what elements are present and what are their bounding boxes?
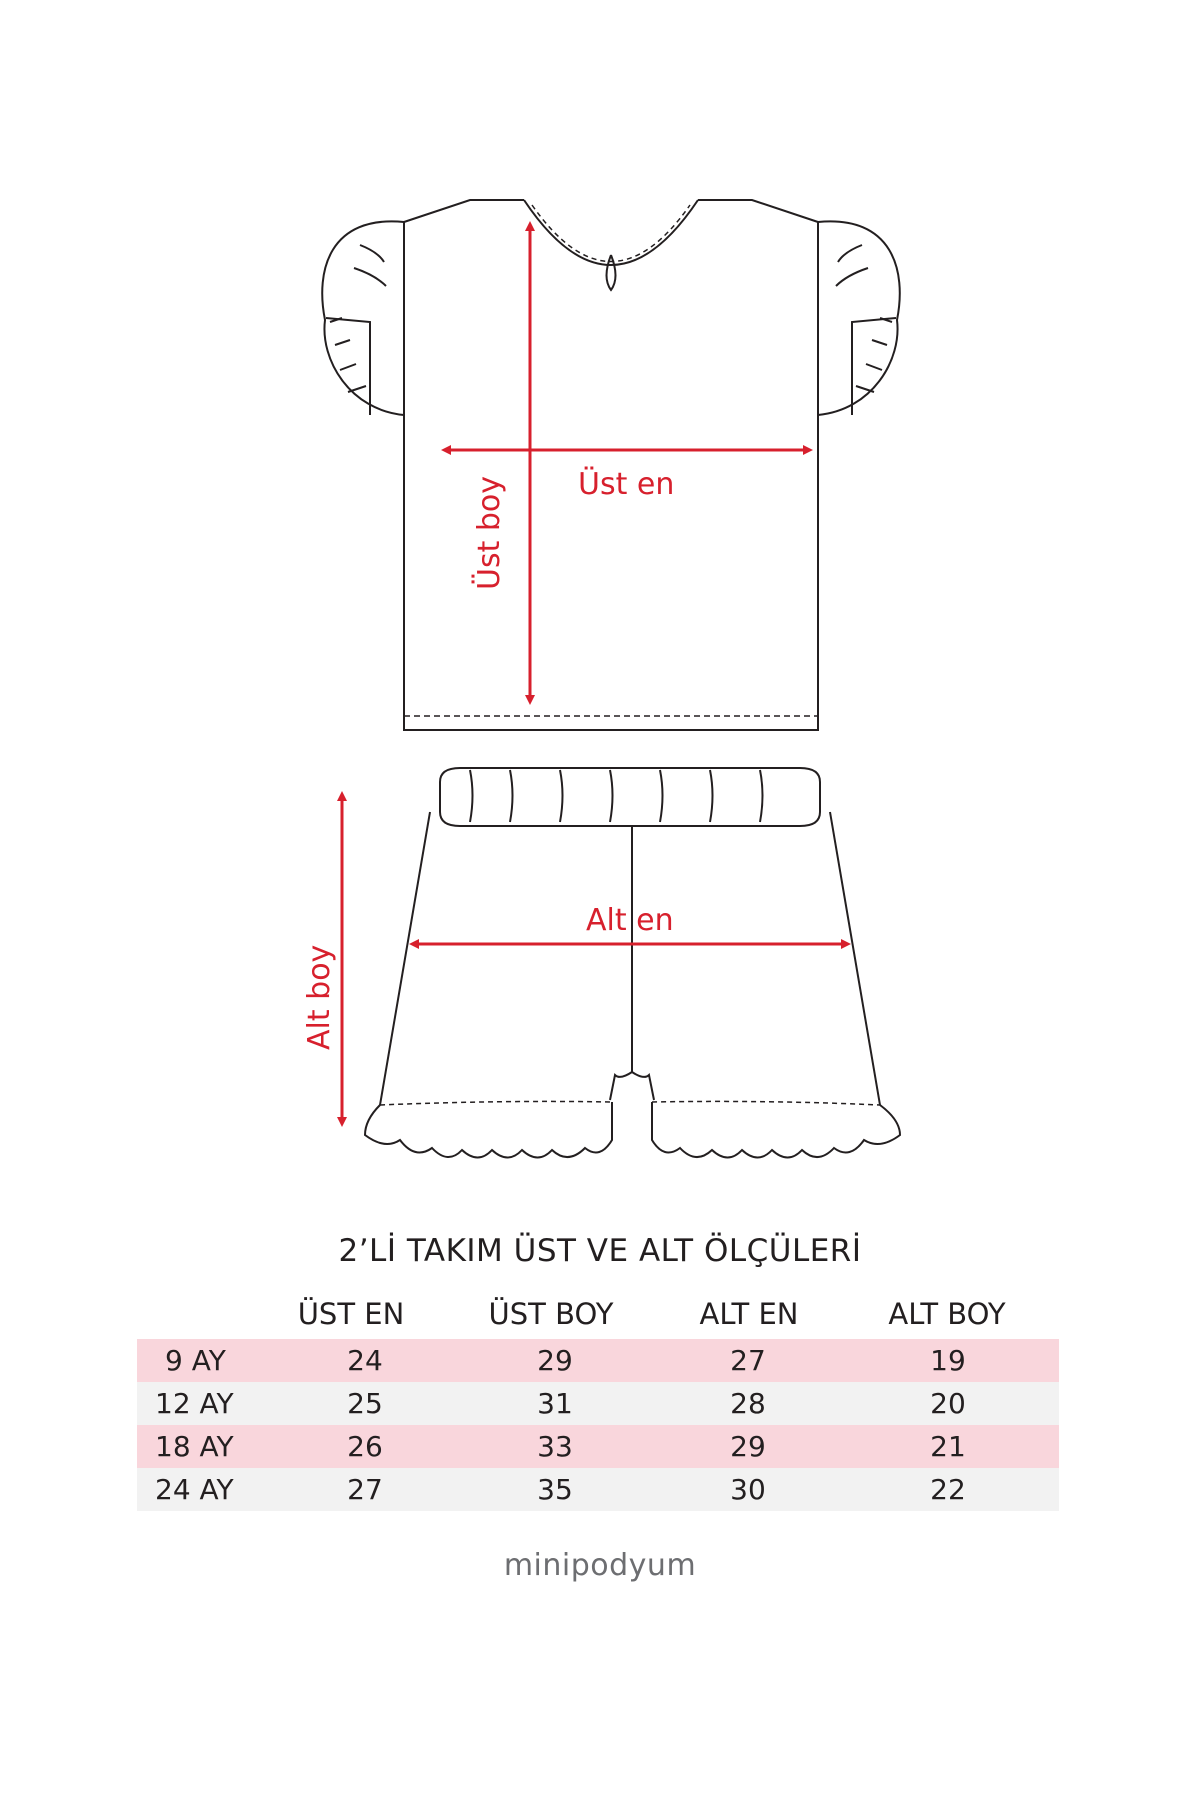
- value-cell: 19: [930, 1344, 966, 1377]
- label-alt-boy: Alt boy: [302, 944, 337, 1050]
- value-cell: 27: [347, 1473, 383, 1506]
- measure-arrows: [342, 226, 846, 1122]
- brand-logo: minipodyum: [503, 1548, 697, 1583]
- header-alt-en: ALT EN: [699, 1297, 799, 1331]
- value-cell: 24: [347, 1344, 383, 1377]
- value-cell: 26: [347, 1430, 383, 1463]
- size-cell: 9 AY: [165, 1344, 226, 1377]
- shorts-drawing: [365, 768, 900, 1158]
- header-ust-en: ÜST EN: [297, 1297, 405, 1331]
- label-ust-boy: Üst boy: [472, 475, 507, 590]
- value-cell: 28: [730, 1387, 766, 1420]
- value-cell: 27: [730, 1344, 766, 1377]
- size-cell: 12 AY: [155, 1387, 234, 1420]
- table-row: [137, 1339, 1059, 1382]
- header-ust-boy: ÜST BOY: [488, 1297, 614, 1331]
- value-cell: 29: [730, 1430, 766, 1463]
- table-row: [137, 1382, 1059, 1425]
- table-title: 2’Lİ TAKIM ÜST VE ALT ÖLÇÜLERİ: [338, 1233, 862, 1269]
- value-cell: 20: [930, 1387, 966, 1420]
- value-cell: 33: [537, 1430, 573, 1463]
- value-cell: 25: [347, 1387, 383, 1420]
- value-cell: 31: [537, 1387, 573, 1420]
- header-alt-boy: ALT BOY: [888, 1297, 1006, 1331]
- value-cell: 30: [730, 1473, 766, 1506]
- label-ust-en: Üst en: [578, 467, 675, 502]
- tshirt-drawing: [322, 200, 900, 730]
- table-row: [137, 1425, 1059, 1468]
- value-cell: 35: [537, 1473, 573, 1506]
- value-cell: 22: [930, 1473, 966, 1506]
- value-cell: 21: [930, 1430, 966, 1463]
- table-row: [137, 1468, 1059, 1511]
- label-alt-en: Alt en: [586, 903, 674, 938]
- value-cell: 29: [537, 1344, 573, 1377]
- size-cell: 24 AY: [155, 1473, 234, 1506]
- size-cell: 18 AY: [155, 1430, 234, 1463]
